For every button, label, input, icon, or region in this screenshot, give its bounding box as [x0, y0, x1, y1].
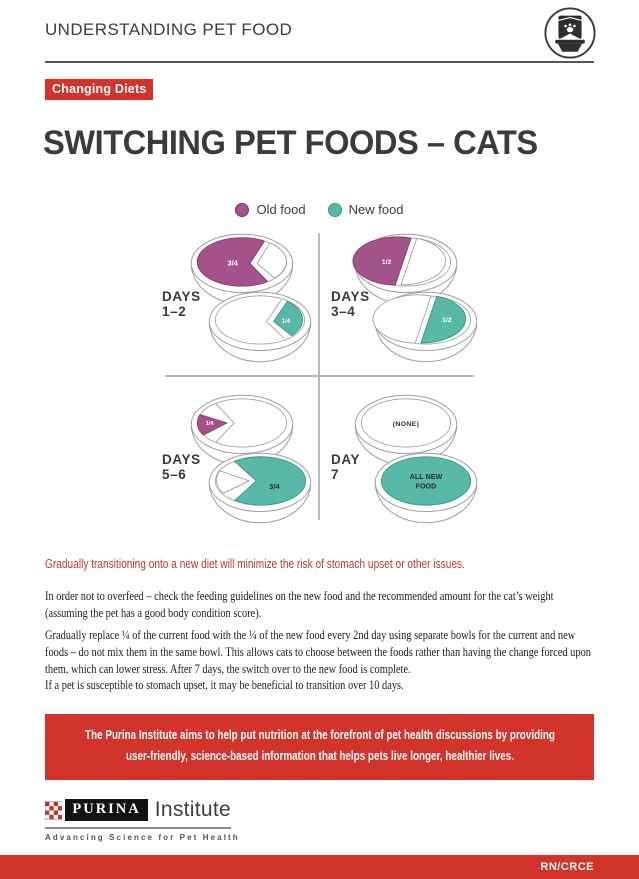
legend-item-old-food: [235, 202, 305, 217]
bowl-new-food-days-5-6: [206, 452, 314, 525]
purina-institute-logo: [45, 798, 240, 842]
pet-food-icon: [543, 6, 597, 65]
header-divider: [45, 61, 594, 63]
portion-label: 1/2: [442, 317, 452, 325]
portion-label: FOOD: [415, 481, 437, 491]
portion-label: 1/2: [381, 259, 392, 267]
info-banner: [45, 714, 594, 780]
body-paragraph-2: Gradually replace ¼ of the current food with the ¼ of the new food every 2nd day using separate bowls for the current and new foods – do not mix them in the same bowl. This allows cats to choose between the foods rather than having the change forced upon them, which can lower stress. After 7 days, the switch over to the new food is complete.: [45, 627, 591, 676]
tagline-rule: [45, 827, 231, 829]
document-code: RN/CRCE: [540, 861, 594, 873]
category-badge: Changing Diets: [45, 79, 153, 100]
bottom-bar: [0, 855, 639, 879]
legend-new-label: New food: [348, 202, 404, 217]
day-label-days-5-6: DAYS 5–6: [162, 452, 201, 482]
portion-label: (NONE): [392, 420, 420, 428]
diagram-divider-horizontal: [165, 375, 474, 377]
portion-label: ALL NEW: [409, 472, 443, 482]
portion-label: 1/4: [205, 421, 214, 428]
diagram-divider-vertical: [318, 233, 320, 520]
portion-label: 3/4: [227, 258, 238, 268]
header-title: UNDERSTANDING PET FOOD: [45, 20, 293, 39]
old-food-swatch-icon: [235, 203, 249, 217]
portion-label: 3/4: [269, 481, 280, 491]
body-paragraph-1: In order not to overfeed – check the feeding guidelines on the new food and the recommended amount for the cat’s weight (assuming the pet has a good body condition score).: [45, 588, 554, 620]
new-food-swatch-icon: [328, 203, 342, 217]
bowl-new-food-days-3-4: [372, 291, 480, 364]
page-title: SWITCHING PET FOODS – CATS: [43, 124, 538, 162]
bowl-new-food-days-1-2: [206, 291, 314, 364]
purina-checkerboard-icon: [45, 800, 62, 821]
institute-label: Institute: [154, 798, 231, 821]
bowl-new-food-day-7: [372, 452, 480, 525]
day-label-days-3-4: DAYS 3–4: [331, 289, 370, 319]
day-label-day-7: DAY 7: [331, 452, 361, 482]
portion-label: 1/4: [281, 318, 291, 326]
lead-text: Gradually transitioning onto a new diet will minimize the risk of stomach upset or other issues.: [45, 556, 465, 571]
body-paragraph-3: If a pet is susceptible to stomach upset, it may be beneficial to transition over 10 days.: [45, 677, 404, 692]
legend: [0, 202, 639, 217]
purina-wordmark: PURINA: [65, 799, 147, 821]
banner-text: The Purina Institute aims to help put nutrition at the forefront of pet health discussions by providing user-friendly, science-based information that helps pets live longer, healthier lives.: [84, 727, 555, 763]
tagline: Advancing Science for Pet Health: [45, 832, 240, 842]
legend-old-label: Old food: [256, 202, 306, 217]
legend-item-new-food: [328, 202, 404, 217]
day-label-days-1-2: DAYS 1–2: [162, 289, 201, 319]
